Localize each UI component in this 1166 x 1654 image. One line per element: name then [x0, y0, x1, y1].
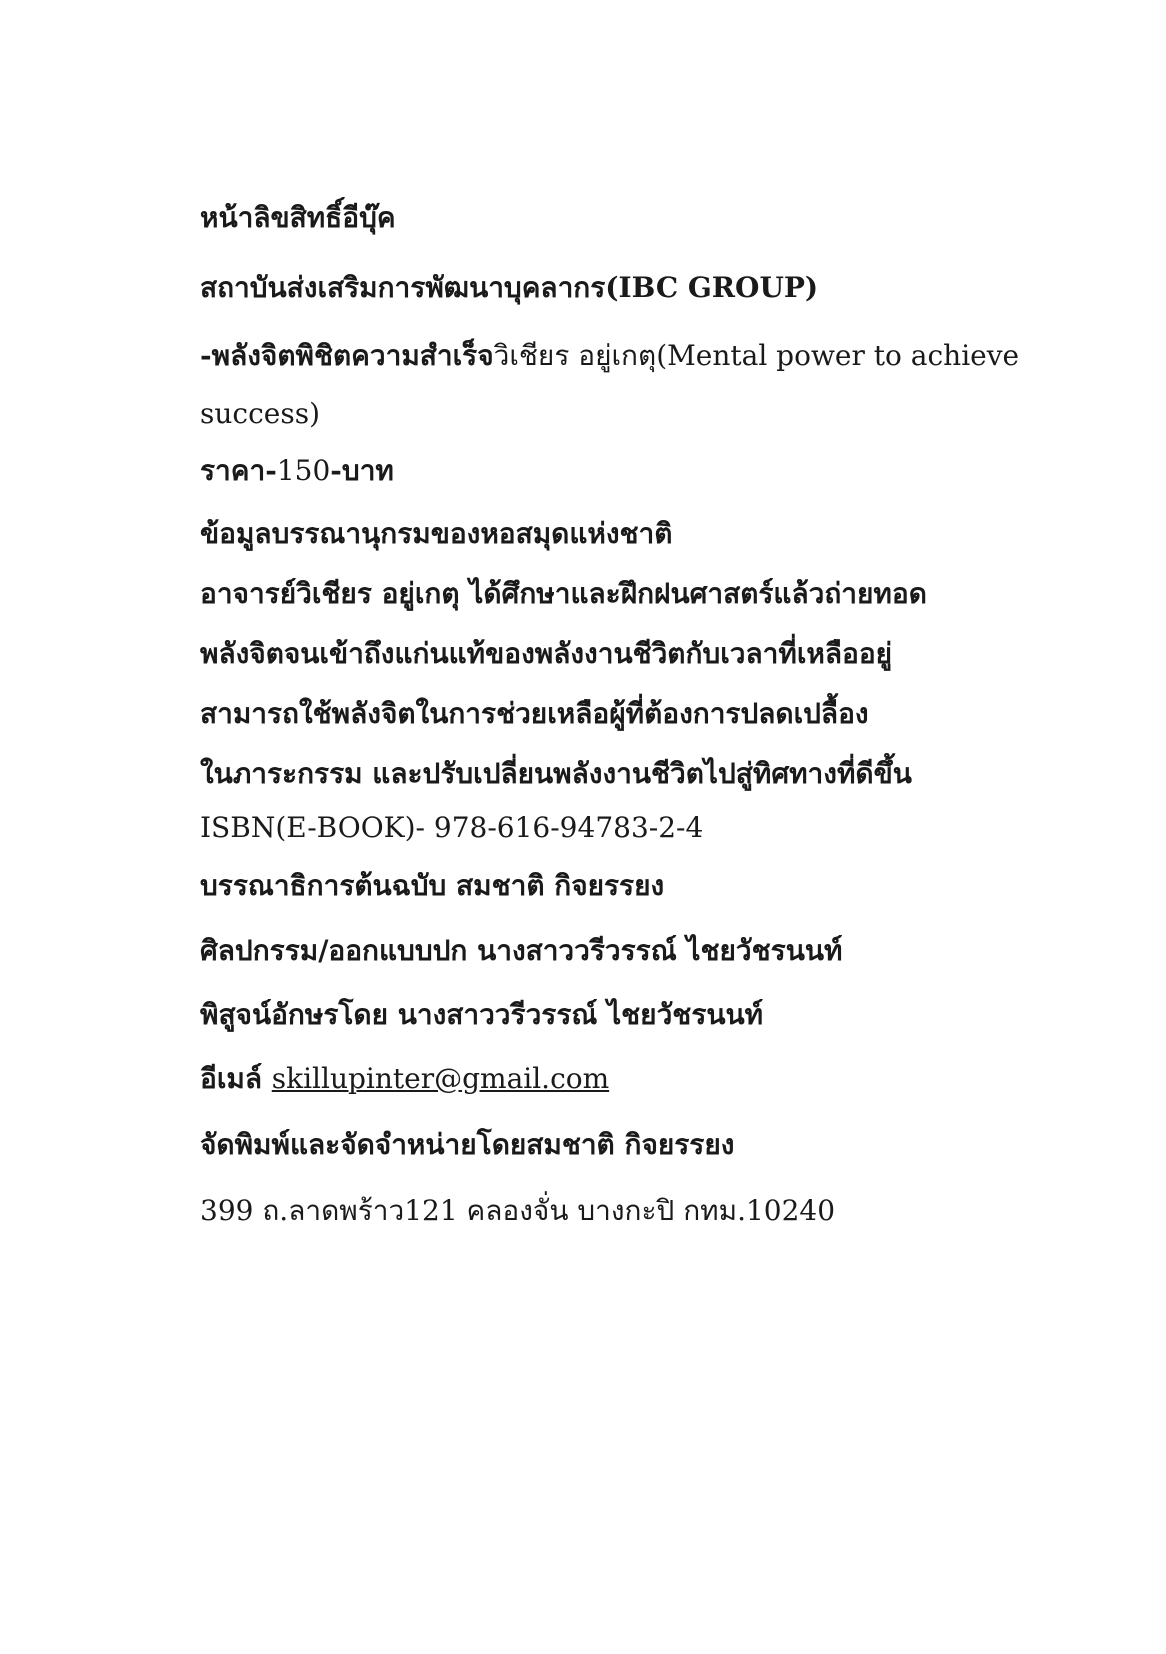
email-link[interactable]: skillupinter@gmail.com	[271, 1062, 610, 1095]
page-heading: หน้าลิขสิทธิ์อีบุ๊ค	[200, 201, 396, 234]
book-title-line	[200, 338, 1019, 374]
email-line	[200, 1061, 609, 1097]
isbn-line	[200, 810, 703, 846]
description-line: อาจารย์วิเชียร อยู่เกตุ ได้ศึกษาและฝึกฝนศาสตร์แล้วถ่ายทอด	[200, 577, 927, 610]
email-label: อีเมล์	[200, 1062, 272, 1095]
book-title-thai: -พลังจิตพิชิตความสำเร็จ	[200, 339, 494, 372]
address-line: 399 ถ.ลาดพร้าว121 คลองจั่น บางกะปิ กทม.10240	[200, 1194, 836, 1227]
book-title-english-continued: success)	[200, 397, 320, 430]
distribution-line: จัดพิมพ์และจัดจำหน่ายโดยสมชาติ กิจยรรยง	[200, 1128, 735, 1161]
isbn-value: - 978-616-94783-2-4	[415, 811, 704, 844]
price-value: 150	[276, 454, 331, 487]
proofreading-line: พิสูจน์อักษรโดย นางสาววรีวรรณ์ ไชยวัชรนนท์	[200, 998, 764, 1031]
catalog-heading: ข้อมูลบรรณานุกรมของหอสมุดแห่งชาติ	[200, 517, 673, 550]
cover-design-line: ศิลปกรรม/ออกแบบปก นางสาววรีวรรณ์ ไชยวัชรนนท์	[200, 934, 843, 967]
book-title-english: (Mental power to achieve	[656, 339, 1020, 372]
isbn-label: ISBN(E-BOOK)	[200, 811, 416, 844]
price-label: ราคา-	[200, 454, 277, 487]
editor-line: บรรณาธิการต้นฉบับ สมชาติ กิจยรรยง	[200, 869, 665, 902]
book-author: วิเชียร อยู่เกตุ	[493, 339, 657, 372]
description-line: พลังจิตจนเข้าถึงแก่นแท้ของพลังงานชีวิตกับเวลาที่เหลืออยู่	[200, 637, 893, 670]
price-unit: -บาท	[330, 454, 394, 487]
price-line	[200, 453, 394, 489]
description-line: ในภาระกรรม และปรับเปลี่ยนพลังงานชีวิตไปสู่ทิศทางที่ดีขึ้น	[200, 757, 912, 790]
description-line: สามารถใช้พลังจิตในการช่วยเหลือผู้ที่ต้องการปลดเปลื้อง	[200, 697, 869, 730]
publisher-institute: สถาบันส่งเสริมการพัฒนาบุคลากร(IBC GROUP)	[200, 271, 819, 304]
